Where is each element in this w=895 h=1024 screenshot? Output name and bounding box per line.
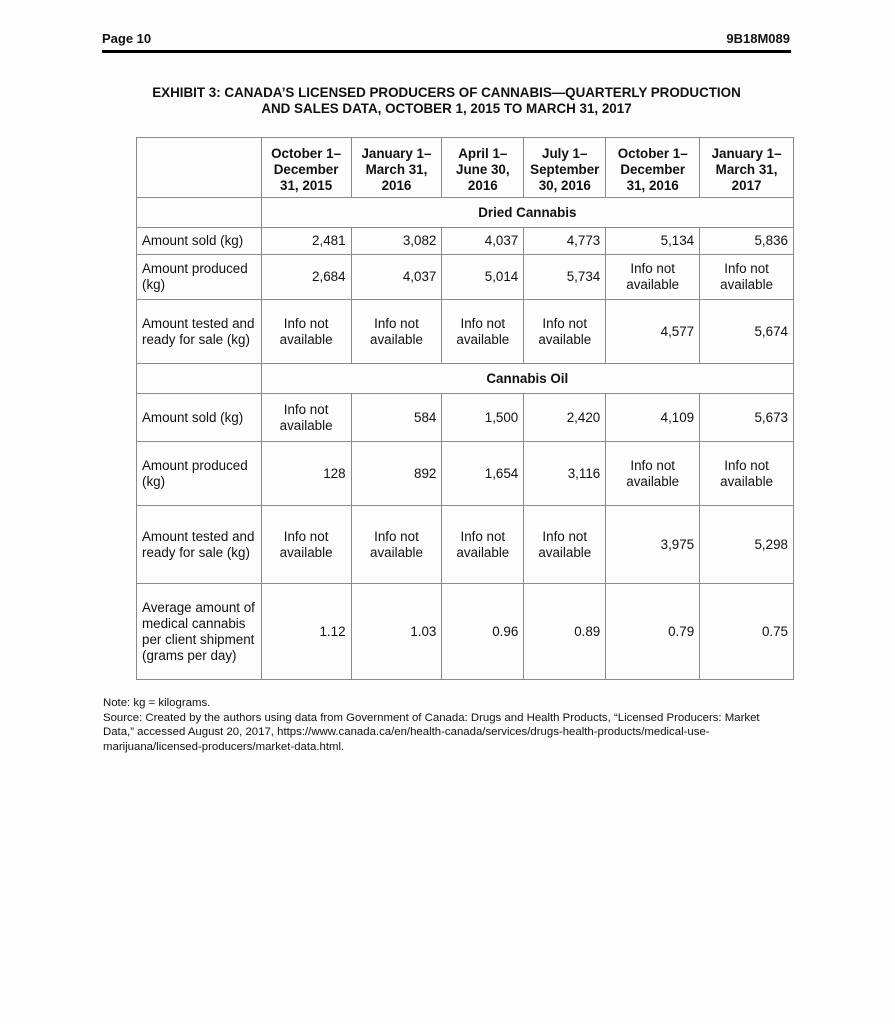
column-header: October 1– December 31, 2016: [606, 138, 700, 198]
section-title-dried-cannabis: Dried Cannabis: [261, 198, 793, 228]
table-cell: Info not available: [606, 255, 700, 300]
header-rule: [102, 50, 791, 53]
header-blank-cell: [137, 138, 262, 198]
table-row: [137, 442, 794, 506]
table-row: [137, 584, 794, 680]
table-cell: 4,037: [442, 228, 524, 255]
table-cell: Info not available: [351, 300, 442, 364]
column-header: January 1– March 31, 2017: [700, 138, 794, 198]
table-cell: 0.89: [524, 584, 606, 680]
production-sales-table: [136, 137, 794, 680]
row-label: Average amount of medical cannabis per client shipment (grams per day): [137, 584, 262, 680]
row-label: Amount produced (kg): [137, 255, 262, 300]
section-title-cannabis-oil: Cannabis Oil: [261, 364, 793, 394]
table-cell: 4,037: [351, 255, 442, 300]
table-cell: Info not available: [261, 506, 351, 584]
row-label: Amount sold (kg): [137, 228, 262, 255]
table-cell: Info not available: [261, 394, 351, 442]
source-text: Source: Created by the authors using data from Government of Canada: Drugs and Health Products, “Licensed Producers: Market Data,” accessed August 20, 2017, https://www.canada.ca/en/health-canada/services/drugs-health-products/medical-use-marijuana/licensed-producers/market-data.html.: [103, 711, 760, 753]
table-cell: 1.12: [261, 584, 351, 680]
section-blank-cell: [137, 198, 262, 228]
page-number: Page 10: [102, 31, 152, 46]
table-cell: 128: [261, 442, 351, 506]
table-row: [137, 394, 794, 442]
table-cell: Info not available: [700, 255, 794, 300]
table-cell: Info not available: [351, 506, 442, 584]
table-cell: 1.03: [351, 584, 442, 680]
table-row: [137, 300, 794, 364]
section-row-dried: [137, 198, 794, 228]
column-header: July 1– September 30, 2016: [524, 138, 606, 198]
table-cell: Info not available: [606, 442, 700, 506]
exhibit-title-line1: EXHIBIT 3: CANADA’S LICENSED PRODUCERS OF CANNABIS—QUARTERLY PRODUCTION: [152, 85, 741, 100]
column-header: October 1– December 31, 2015: [261, 138, 351, 198]
table-cell: 4,773: [524, 228, 606, 255]
column-header: April 1– June 30, 2016: [442, 138, 524, 198]
table-cell: 0.96: [442, 584, 524, 680]
note-text: Note: kg = kilograms.: [103, 697, 211, 709]
exhibit-title-line2: AND SALES DATA, OCTOBER 1, 2015 TO MARCH 31, 2017: [261, 101, 632, 116]
table-cell: 0.75: [700, 584, 794, 680]
table-cell: 2,684: [261, 255, 351, 300]
table-cell: 3,082: [351, 228, 442, 255]
table-cell: 5,298: [700, 506, 794, 584]
table-cell: Info not available: [524, 506, 606, 584]
table-cell: 2,481: [261, 228, 351, 255]
table-cell: 0.79: [606, 584, 700, 680]
case-code: 9B18M089: [726, 31, 790, 46]
exhibit-notes: [103, 696, 793, 754]
table-row: [137, 228, 794, 255]
header-row: [137, 138, 794, 198]
table-cell: Info not available: [442, 506, 524, 584]
exhibit-title: [102, 85, 791, 117]
table-cell: Info not available: [524, 300, 606, 364]
row-label: Amount tested and ready for sale (kg): [137, 300, 262, 364]
table-cell: 3,116: [524, 442, 606, 506]
table-row: [137, 506, 794, 584]
table-cell: Info not available: [261, 300, 351, 364]
section-blank-cell: [137, 364, 262, 394]
table-cell: 2,420: [524, 394, 606, 442]
table-cell: 5,673: [700, 394, 794, 442]
table-cell: 5,734: [524, 255, 606, 300]
row-label: Amount tested and ready for sale (kg): [137, 506, 262, 584]
table-cell: Info not available: [700, 442, 794, 506]
section-row-oil: [137, 364, 794, 394]
table-cell: 5,674: [700, 300, 794, 364]
table-row: [137, 255, 794, 300]
table-cell: 5,836: [700, 228, 794, 255]
table-cell: Info not available: [442, 300, 524, 364]
table-cell: 1,500: [442, 394, 524, 442]
column-header: January 1– March 31, 2016: [351, 138, 442, 198]
table-cell: 3,975: [606, 506, 700, 584]
table-cell: 4,109: [606, 394, 700, 442]
row-label: Amount sold (kg): [137, 394, 262, 442]
row-label: Amount produced (kg): [137, 442, 262, 506]
table-cell: 5,134: [606, 228, 700, 255]
table-cell: 4,577: [606, 300, 700, 364]
table-cell: 584: [351, 394, 442, 442]
table-cell: 5,014: [442, 255, 524, 300]
table-cell: 1,654: [442, 442, 524, 506]
table-cell: 892: [351, 442, 442, 506]
